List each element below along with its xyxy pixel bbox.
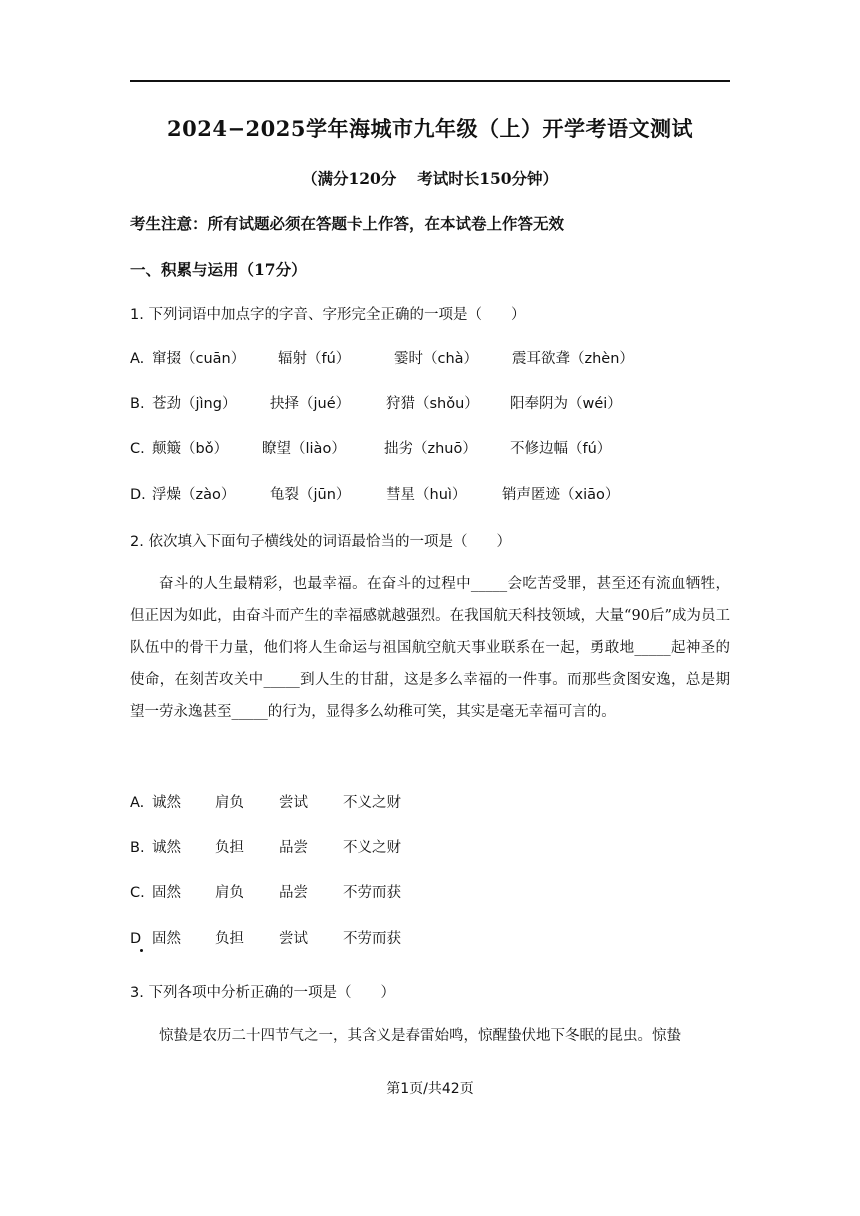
option-item: 不劳而获: [343, 885, 401, 901]
question-1-option-d[interactable]: [130, 483, 619, 504]
option-item: 尝试: [279, 931, 308, 947]
option-item: 固然: [152, 885, 181, 901]
option-letter: A.: [130, 795, 145, 811]
question-1-option-b[interactable]: [130, 392, 622, 413]
passage-text: 奋斗的人生最精彩，也最幸福。在奋斗的过程中_____会吃苦受罪，甚至还有流血牺牲，但正因为如此，由奋斗而产生的幸福感就越强烈。在我国航天科技领域，大量“90后”成为员工队伍中的骨干力量，他们将人生命运与祖国航空航天事业联系在一起，勇敢地_____起神圣的使命，在刻苦攻关中_____到人生的甘甜，这是多么幸福的一件事。而那些贪图安逸，总是期望一劳永逸甚至_____的行为，显得多么幼稚可笑，其实是毫无幸福可言的。: [130, 576, 730, 720]
top-rule: [130, 80, 730, 82]
option-letter: C.: [130, 441, 145, 457]
option-item: 窜掇（cuān）: [152, 351, 246, 367]
exam-subtitle: （满分120分 考试时长150分钟）: [301, 169, 559, 188]
question-2-stem: 2. 依次填入下面句子横线处的词语最恰当的一项是（ ）: [130, 534, 511, 550]
option-item: 肩负: [215, 795, 244, 811]
option-item: 销声匿迹（xiāo）: [502, 487, 620, 503]
passage-text: 惊蛰是农历二十四节气之一，其含义是春雷始鸣，惊醒蛰伏地下冬眠的昆虫。惊蛰: [159, 1028, 681, 1044]
exam-title: 2024−2025学年海城市九年级（上）开学考语文测试: [167, 116, 693, 141]
option-item: 不修边幅（fú）: [510, 441, 612, 457]
option-item: 阳奉阴为（wéi）: [510, 396, 622, 412]
option-item: 肩负: [215, 885, 244, 901]
question-3-stem: 3. 下列各项中分析正确的一项是（ ）: [130, 985, 395, 1001]
option-item: 尝试: [279, 795, 308, 811]
exam-notice: 考生注意：所有试题必须在答题卡上作答，在本试卷上作答无效: [130, 214, 565, 233]
option-item: 品尝: [279, 840, 308, 856]
question-2-option-b[interactable]: [130, 836, 401, 857]
option-item: 不劳而获: [343, 931, 401, 947]
option-item: 彗星（huì）: [386, 487, 467, 503]
question-1-stem: 1. 下列词语中加点字的字音、字形完全正确的一项是（ ）: [130, 307, 526, 323]
question-2-option-d[interactable]: [130, 927, 401, 948]
option-item: 苍劲（jìng）: [152, 396, 237, 412]
section-heading: 一、积累与运用（17分）: [130, 260, 307, 279]
option-letter: D: [130, 931, 152, 947]
question-2-passage: [130, 568, 730, 728]
page-number: 第1页/共42页: [386, 1081, 474, 1097]
question-2-option-c[interactable]: [130, 881, 401, 902]
option-item: 负担: [215, 840, 244, 856]
option-item: 不义之财: [343, 795, 401, 811]
question-1-option-c[interactable]: [130, 437, 611, 458]
option-item: 诚然: [152, 840, 181, 856]
option-item: 震耳欲聋（zhèn）: [512, 351, 634, 367]
option-letter: B.: [130, 396, 145, 412]
option-letter: A.: [130, 351, 145, 367]
option-item: 抉择（jué）: [270, 396, 351, 412]
option-item: 狩猎（shǒu）: [386, 396, 479, 412]
option-item: 辐射（fú）: [278, 351, 351, 367]
option-item: 龟裂（jūn）: [270, 487, 351, 503]
option-letter: C.: [130, 885, 145, 901]
option-item: 瞭望（liào）: [262, 441, 346, 457]
option-item: 拙劣（zhuō）: [384, 441, 477, 457]
option-item: 浮燥（zào）: [152, 487, 236, 503]
option-item: 诚然: [152, 795, 181, 811]
option-item: 颠簸（bǒ）: [152, 441, 229, 457]
question-1-option-a[interactable]: [130, 347, 634, 368]
option-item: 品尝: [279, 885, 308, 901]
question-2-option-a[interactable]: [130, 791, 401, 812]
option-item: 霎时（chà）: [394, 351, 479, 367]
option-item: 不义之财: [343, 840, 401, 856]
option-item: 负担: [215, 931, 244, 947]
option-item: 固然: [152, 931, 181, 947]
option-letter: D.: [130, 487, 146, 503]
option-letter: B.: [130, 840, 145, 856]
question-3-passage: [130, 1020, 730, 1052]
